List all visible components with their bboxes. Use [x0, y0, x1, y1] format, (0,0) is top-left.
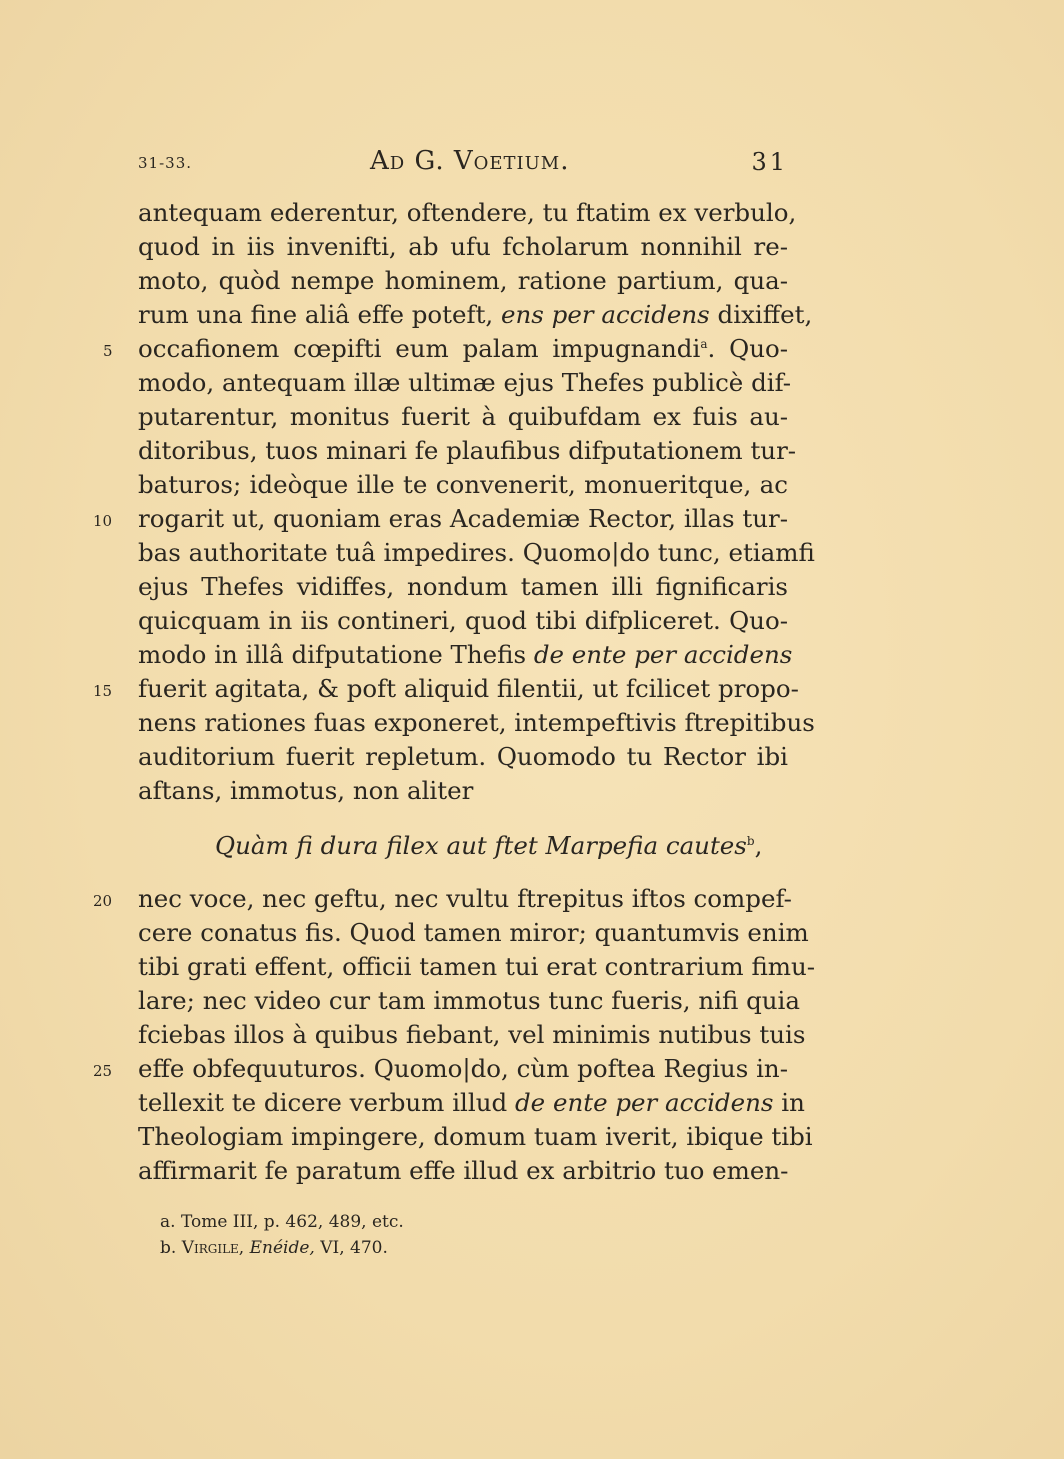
- text-line: fuerit agitata, & poft aliquid filentii, ut fcilicet propo-: [138, 674, 799, 703]
- footnote-ref-a: a: [700, 336, 708, 351]
- line-number: 20: [93, 892, 113, 910]
- running-header: [138, 146, 788, 186]
- text-line: ditoribus, tuos minari fe plaufibus difputationem tur-: [138, 436, 797, 465]
- verse-quotation: Quàm fi dura filex aut ftet Marpefia cautes$^b$,: [215, 831, 763, 860]
- line-number: 25: [93, 1062, 113, 1080]
- text-line: cere conatus fis. Quod tamen miror; quantumvis enim: [138, 918, 809, 947]
- text-line: rogarit ut, quoniam eras Academiæ Rector, illas tur-: [138, 504, 788, 533]
- text-line: affirmarit fe paratum effe illud ex arbitrio tuo emen-: [138, 1156, 789, 1185]
- footnote-a: [160, 1210, 404, 1234]
- text-line: modo, antequam illæ ultimæ ejus Thefes publicè dif-: [138, 368, 792, 397]
- text-line: antequam ederentur, oftendere, tu ftatim ex verbulo,: [138, 198, 797, 227]
- text-line: baturos; ideòque ille te convenerit, monueritque, ac: [138, 470, 788, 499]
- line-number: 10: [93, 512, 113, 530]
- running-title: Ad G. Voetium.: [370, 146, 570, 176]
- page-number: 31: [751, 148, 788, 176]
- footnote-marker: b.: [160, 1238, 177, 1258]
- text-line: tibi grati effent, officii tamen tui erat contrarium fimu-: [138, 952, 816, 981]
- text-line: putarentur, monitus fuerit à quibufdam ex fuis au-: [138, 402, 788, 431]
- text-line: nens rationes fuas exponeret, intempeftivis ftrepitibus: [138, 708, 815, 737]
- text-line: tellexit te dicere verbum illud de ente per accidens in: [138, 1088, 805, 1117]
- text-line: occafionem cœpifti eum palam impugnandi$^a$. Quo-: [138, 334, 788, 363]
- text-line: bas authoritate tuâ impedires. Quomo|do tunc, etiamfi: [138, 538, 815, 567]
- text-line: Theologiam impingere, domum tuam iverit, ibique tibi: [138, 1122, 813, 1151]
- footnote-ref-b: b: [746, 833, 755, 848]
- footnote-work: Enéide,: [249, 1238, 315, 1258]
- text-line: quod in iis invenifti, ab ufu fcholarum nonnihil re-: [138, 232, 788, 261]
- text-line: fciebas illos à quibus fiebant, vel minimis nutibus tuis: [138, 1020, 806, 1049]
- text-line: nec voce, nec geftu, nec vultu ftrepitus iftos compef-: [138, 884, 792, 913]
- text-line: quicquam in iis contineri, quod tibi difpliceret. Quo-: [138, 606, 788, 635]
- text-line: moto, quòd nempe hominem, ratione partium, qua-: [138, 266, 788, 295]
- line-number: 15: [93, 682, 113, 700]
- text-line: effe obfequuturos. Quomo|do, cùm poftea Regius in-: [138, 1054, 788, 1083]
- footnote-b: [160, 1236, 388, 1260]
- text-line: auditorium fuerit repletum. Quomodo tu Rector ibi: [138, 742, 788, 771]
- footnote-ref: VI, 470.: [320, 1238, 388, 1258]
- page-range: 31-33.: [138, 154, 193, 172]
- footnote-marker: a.: [160, 1212, 176, 1232]
- text-line: ejus Thefes vidiffes, nondum tamen illi fignificaris: [138, 572, 788, 601]
- text-line: aftans, immotus, non aliter: [138, 776, 474, 805]
- text-line: modo in illâ difputatione Thefis de ente per accidens: [138, 640, 793, 669]
- text-line: rum una fine aliâ effe poteft, ens per accidens dixiffet,: [138, 300, 813, 329]
- line-number: 5: [103, 342, 113, 360]
- footnote-author: Virgile,: [181, 1238, 245, 1258]
- footnote-text: Tome III, p. 462, 489, etc.: [180, 1212, 404, 1232]
- text-line: lare; nec video cur tam immotus tunc fueris, nifi quia: [138, 986, 800, 1015]
